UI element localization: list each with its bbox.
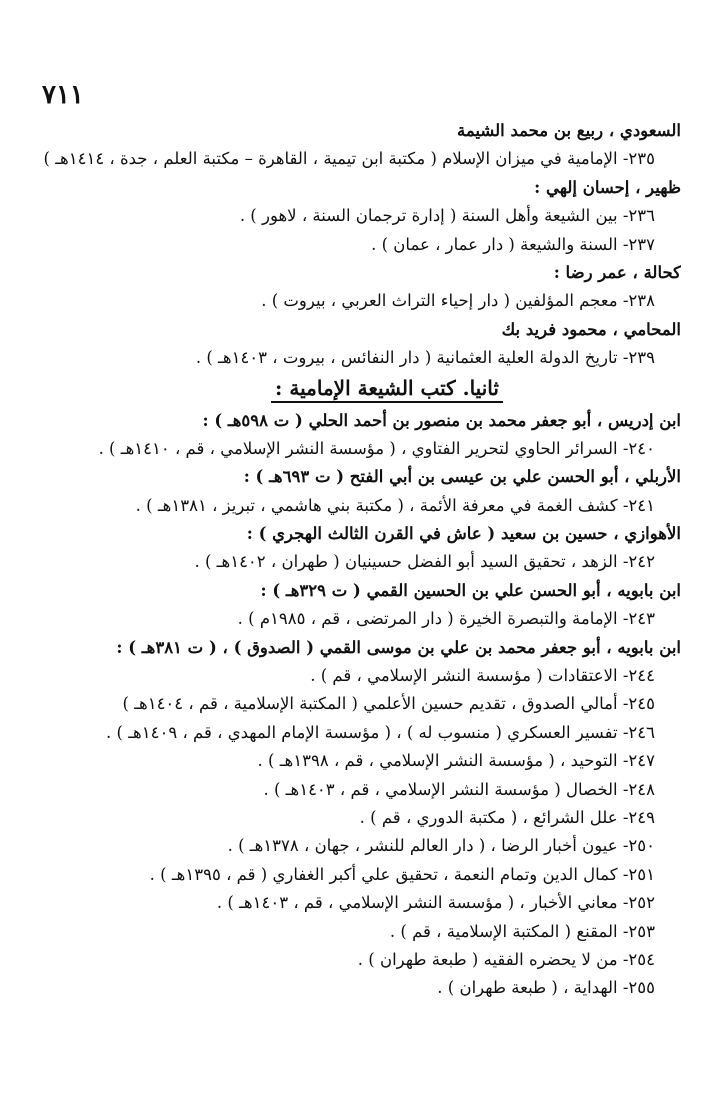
- reference-entry: ٢٣٨- معجم المؤلفين ( دار إحياء التراث العربي ، بيروت ) .: [261, 291, 655, 311]
- reference-entry: ٢٤١- كشف الغمة في معرفة الأئمة ، ( مكتبة بني هاشمي ، تبريز ، ١٣٨١هـ ) .: [135, 495, 655, 515]
- reference-entry: ٢٤٩- علل الشرائع ، ( مكتبة الدوري ، قم ) .: [359, 807, 655, 827]
- author-line: الأربلي ، أبو الحسن علي بن عيسى بن أبي الفتح ( ت ٦٩٣هـ ) :: [243, 467, 681, 487]
- author-line: المحامي ، محمود فريد بك: [501, 319, 681, 339]
- reference-entry: ٢٥٣- المقنع ( المكتبة الإسلامية ، قم ) .: [389, 921, 655, 941]
- reference-entry: ٢٤٠- السرائر الحاوي لتحرير الفتاوي ، ( مؤسسة النشر الإسلامي ، قم ، ١٤١٠هـ ) .: [98, 438, 655, 458]
- author-line: ظهير ، إحسان إلهي :: [534, 177, 681, 197]
- reference-entry: ٢٤٨- الخصال ( مؤسسة النشر الإسلامي ، قم ، ١٤٠٣هـ ) .: [263, 779, 655, 799]
- author-line: كحالة ، عمر رضا :: [553, 262, 681, 282]
- reference-entry: ٢٥١- كمال الدين وتمام النعمة ، تحقيق علي أكبر الغفاري ( قم ، ١٣٩٥هـ ) .: [149, 864, 655, 884]
- reference-entry: ٢٥٤- من لا يحضره الفقيه ( طبعة طهران ) .: [357, 949, 655, 969]
- bibliography-list: [33, 117, 681, 1003]
- section-heading: ثانيا. كتب الشيعة الإمامية :: [271, 375, 503, 403]
- reference-entry: ٢٥٠- عيون أخبار الرضا ، ( دار العالم للنشر ، جهان ، ١٣٧٨هـ ) .: [227, 836, 655, 856]
- author-line: ابن بابويه ، أبو الحسن علي بن الحسين القمي ( ت ٣٢٩هـ ) :: [260, 580, 681, 600]
- author-line: الأهوازي ، حسين بن سعيد ( عاش في القرن الثالث الهجري ) :: [246, 524, 681, 544]
- reference-entry: ٢٣٥- الإمامية في ميزان الإسلام ( مكتبة ابن تيمية ، القاهرة – مكتبة العلم ، جدة ، ١٤١٤هـ ): [43, 149, 655, 169]
- reference-entry: ٢٤٣- الإمامة والتبصرة الخيرة ( دار المرتضى ، قم ، ١٩٨٥م ) .: [237, 609, 655, 629]
- reference-entry: ٢٤٢- الزهد ، تحقيق السيد أبو الفضل حسينيان ( طهران ، ١٤٠٢هـ ) .: [194, 552, 655, 572]
- reference-entry: ٢٥٥- الهداية ، ( طبعة طهران ) .: [437, 978, 655, 998]
- section-heading-row: [33, 373, 681, 407]
- author-line: ابن إدريس ، أبو جعفر محمد بن منصور بن أحمد الحلي ( ت ٥٩٨هـ ) :: [202, 410, 681, 430]
- author-line: السعودي ، ربيع بن محمد الشيمة: [457, 121, 681, 140]
- page-number: ٧١١: [42, 80, 84, 110]
- author-line: ابن بابويه ، أبو جعفر محمد بن علي بن موسى القمي ( الصدوق ) ، ( ت ٣٨١هـ ) :: [116, 637, 681, 657]
- reference-entry: ٢٤٦- تفسير العسكري ( منسوب له ) ، ( مؤسسة الإمام المهدي ، قم ، ١٤٠٩هـ ) .: [106, 722, 655, 742]
- reference-entry: ٢٤٧- التوحيد ، ( مؤسسة النشر الإسلامي ، قم ، ١٣٩٨هـ ) .: [257, 751, 655, 771]
- reference-entry: ٢٤٤- الاعتقادات ( مؤسسة النشر الإسلامي ، قم ) .: [310, 666, 655, 686]
- reference-entry: ٢٣٧- السنة والشيعة ( دار عمار ، عمان ) .: [371, 234, 655, 254]
- reference-entry: ٢٣٦- بين الشيعة وأهل السنة ( إدارة ترجمان السنة ، لاهور ) .: [239, 206, 655, 226]
- reference-entry: ٢٣٩- تاريخ الدولة العلية العثمانية ( دار النفائس ، بيروت ، ١٤٠٣هـ ) .: [195, 348, 655, 368]
- reference-entry: ٢٤٥- أمالي الصدوق ، تقديم حسين الأعلمي ( المكتبة الإسلامية ، قم ، ١٤٠٤هـ ): [122, 694, 655, 714]
- reference-entry: ٢٥٢- معاني الأخبار ، ( مؤسسة النشر الإسلامي ، قم ، ١٤٠٣هـ ) .: [216, 893, 655, 913]
